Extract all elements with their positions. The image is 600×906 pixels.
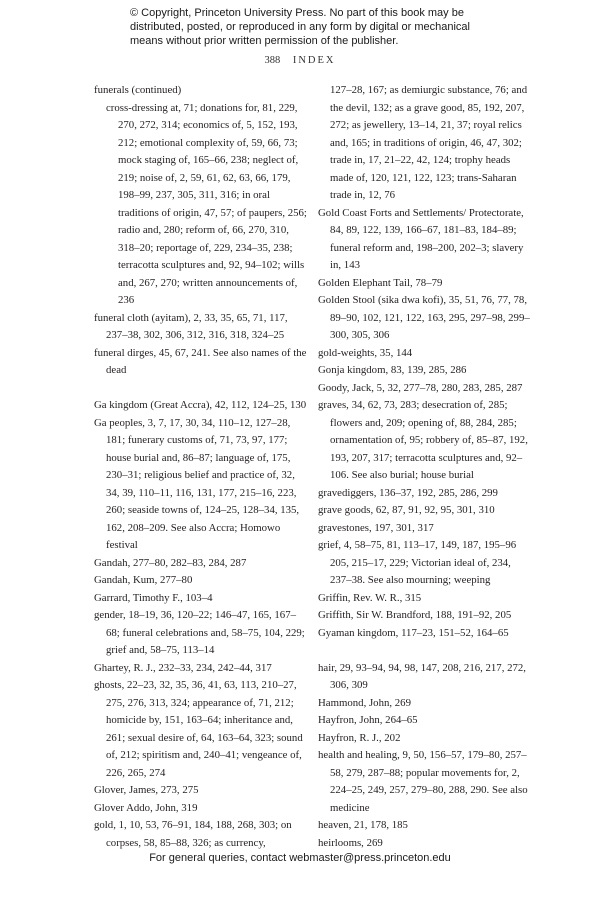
index-entry: funeral dirges, 45, 67, 241. See also names of the dead: [94, 346, 307, 376]
copyright-notice: © Copyright, Princeton University Press. No part of this book may be distributed, posted, or reproduced in any form by digital or mechanical means without prior written permission of the publisher.: [130, 7, 470, 47]
index-entry: gold-weights, 35, 144: [318, 346, 413, 359]
index-entry: Glover, James, 273, 275: [94, 784, 199, 796]
index-entry: health and healing, 9, 50, 156–57, 179–80, 257–58, 279, 287–88; popular movements for, 2, 224–25, 249, 257, 279–80, 288, 290. See also medicine: [318, 749, 528, 814]
index-entry: Gold Coast Forts and Settlements/ Protectorate, 84, 89, 122, 139, 166–67, 181–83, 184–89; funeral reform and, 198–200, 202–3; slavery in, 143: [318, 206, 524, 271]
index-entry: grief, 4, 58–75, 81, 113–17, 149, 187, 195–96 205, 215–17, 229; Victorian ideal of, 234, 237–38. See also mourning; weeping: [318, 539, 517, 586]
running-title: INDEX: [292, 55, 336, 66]
index-entry: heirlooms, 269: [318, 836, 383, 849]
page-number: 388: [264, 55, 281, 66]
index-entry: Hammond, John, 269: [318, 696, 411, 709]
index-entry: Golden Stool (sika dwa kofi), 35, 51, 76, 77, 78, 89–90, 102, 121, 122, 163, 295, 297–98, 299–300, 305, 306: [318, 294, 530, 341]
index-entry: funeral cloth (ayitam), 2, 33, 35, 65, 71, 117, 237–38, 302, 306, 312, 316, 318, 324–25: [94, 311, 288, 341]
index-entry: Griffith, Sir W. Brandford, 188, 191–92, 205: [318, 609, 512, 621]
index-entry: Gonja kingdom, 83, 139, 285, 286: [318, 364, 467, 376]
index-entry: Hayfron, R. J., 202: [318, 731, 401, 744]
index-entry: gold, 1, 10, 53, 76–91, 184, 188, 268, 303; on corpses, 58, 85–88, 326; as currency,: [94, 819, 292, 849]
index-entry: hair, 29, 93–94, 94, 98, 147, 208, 216, 217, 272, 306, 309: [318, 661, 526, 691]
index-entry: 127–28, 167; as demiurgic substance, 76; and the devil, 132; as a grave good, 85, 192, 207, 272; as jewellery, 13–14, 21, 37; royal relics and, 165; in traditions of origin, 46, 47, 302; trade in, 17, 21–22, 42, 124; trophy heads made of, 120, 121, 122, 123; trans-Saharan trade in, 12, 76: [330, 84, 528, 201]
index-entry: ghosts, 22–23, 32, 35, 36, 41, 63, 113, 210–27, 275, 276, 313, 324; appearance of, 71, 212; homicide by, 151, 163–64; inheritance and, 261; sexual desire of, 64, 163–64, 323; sound of, 212; spiritism and, 240–41; vengeance of, 226, 265, 274: [94, 679, 303, 779]
index-entry: Ghartey, R. J., 232–33, 234, 242–44, 317: [94, 661, 272, 674]
index-entry: grave goods, 62, 87, 91, 92, 95, 301, 310: [318, 504, 495, 516]
index-entry: Hayfron, John, 264–65: [318, 714, 418, 726]
index-column-right: [318, 82, 532, 852]
index-entry: Garrard, Timothy F., 103–4: [94, 591, 213, 604]
index-entry: Gyaman kingdom, 117–23, 151–52, 164–65: [318, 626, 509, 639]
index-entry: gravediggers, 136–37, 192, 285, 286, 299: [318, 486, 498, 499]
index-entry: graves, 34, 62, 73, 283; desecration of, 285; flowers and, 209; opening of, 88, 284, 285; ornamentation of, 95; robbery of, 85–87, 192, 193, 207, 317; terracotta sculptures and, 92–106. See also burial; house burial: [318, 399, 528, 481]
letter-group-gap: [94, 380, 308, 398]
index-entry: Ga peoples, 3, 7, 17, 30, 34, 110–12, 127–28, 181; funerary customs of, 71, 73, 97, 177; house burial and, 86–87; language of, 175, 230–31; religious belief and practice of, 32, 34, 39, 110–11, 116, 131, 177, 215–16, 223, 260; seaside towns of, 124–25, 128–34, 135, 162, 208–209. See also Accra; Homowo festival: [94, 416, 300, 551]
index-entry: Ga kingdom (Great Accra), 42, 112, 124–25, 130: [94, 399, 307, 411]
index-entry: cross-dressing at, 71; donations for, 81, 229, 270, 272, 314; economics of, 5, 152, 193, 212; emotional complexity of, 59, 66, 73; mock staging of, 165–66, 238; neglect of, 219; noise of, 2, 59, 61, 62, 63, 66, 179, 198–99, 237, 305, 311, 316; in oral traditions of origin, 47, 57; of paupers, 256; radio and, 280; reform of, 66, 270, 310, 318–20; reportage of, 229, 234–35, 238; terracotta sculptures and, 92, 94–102; wills and, 267, 270; written announcements of, 236: [106, 101, 307, 306]
index-entry: funerals (continued): [94, 84, 182, 96]
running-header: [0, 55, 600, 66]
index-entry: gravestones, 197, 301, 317: [318, 521, 434, 534]
index-entry: Gandah, Kum, 277–80: [94, 574, 193, 586]
index-column-left: [94, 82, 308, 852]
index-entry: Glover Addo, John, 319: [94, 801, 198, 814]
footer-contact: For general queries, contact webmaster@press.princeton.edu: [149, 852, 451, 864]
index-entry: Griffin, Rev. W. R., 315: [318, 591, 422, 604]
index-entry: Golden Elephant Tail, 78–79: [318, 276, 443, 289]
index-entry: heaven, 21, 178, 185: [318, 819, 408, 831]
index-entry: Goody, Jack, 5, 32, 277–78, 280, 283, 285, 287: [318, 381, 523, 394]
index-entry: gender, 18–19, 36, 120–22; 146–47, 165, 167–68; funeral celebrations and, 58–75, 104, 229; grief and, 58–75, 113–14: [94, 609, 305, 656]
index-entry: Gandah, 277–80, 282–83, 284, 287: [94, 556, 247, 569]
letter-group-gap: [318, 642, 532, 660]
